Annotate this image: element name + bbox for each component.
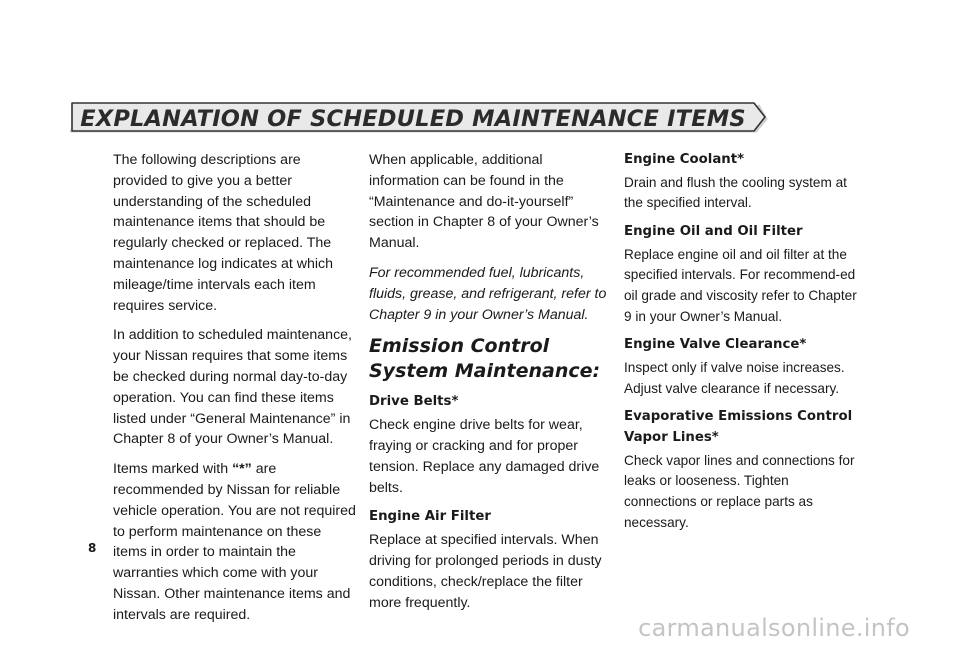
marked-items-text: Items marked with <box>113 461 233 478</box>
air-filter-heading: Engine Air Filter <box>369 509 491 525</box>
evap-text: Check vapor lines and connections for leaks or looseness. Tighten connections or replace parts as necessary. <box>624 452 855 530</box>
intro-paragraph: The following descriptions are provided to give you a better understanding of the scheduled maintenance items that should be regularly checked or replaced. The maintenance log indicates at which mileage/time intervals each item requires service. <box>113 152 334 314</box>
asterisk-marker: “*” <box>232 461 252 478</box>
valve-heading: Engine Valve Clearance* <box>624 337 807 353</box>
watermark: carmanualsonline.info <box>638 614 910 642</box>
oil-text: Replace engine oil and oil filter at the specified intervals. For recommend-ed oil grade and viscosity refer to Chapter 9 in your Owner’s Manual. <box>624 246 857 324</box>
column-intro <box>113 150 358 635</box>
coolant-heading: Engine Coolant* <box>624 152 745 167</box>
banner-title: EXPLANATION OF SCHEDULED MAINTENANCE ITEMS <box>80 106 746 132</box>
column-items <box>624 150 859 541</box>
drive-belts-text: Check engine drive belts for wear, fraying or cracking and for proper tension. Replace any damaged drive belts. <box>369 417 600 496</box>
section-banner <box>68 100 768 138</box>
air-filter-text: Replace at specified intervals. When driving for prolonged periods in dusty conditions, check/replace the filter more frequently. <box>369 532 602 611</box>
drive-belts-heading: Drive Belts* <box>369 394 459 410</box>
coolant-text: Drain and flush the cooling system at the specified interval. <box>624 174 847 211</box>
marked-items-paragraph <box>113 459 358 625</box>
valve-text: Inspect only if valve noise increases. Adjust valve clearance if necessary. <box>624 359 845 396</box>
general-maintenance-paragraph: In addition to scheduled maintenance, your Nissan requires that some items be checked during normal day-to-day operation. You can find these items listed under “General Maintenance” in Chapter 8 of your Owner’s Manual. <box>113 327 352 448</box>
emission-section-heading: Emission Control System Maintenance: <box>369 335 601 383</box>
marked-items-text-rest: are recommended by Nissan for reliable vehicle operation. You are not required to perform maintenance on these items in order to maintain the warranties which come with your Nissan. Other maintenance items and intervals are required. <box>113 461 356 623</box>
column-emission <box>369 150 614 622</box>
additional-info-paragraph: When applicable, additional information can be found in the “Maintenance and do-it-yourself” section in Chapter 8 of your Owner’s Manual. <box>369 152 599 252</box>
evap-heading: Evaporative Emissions Control Vapor Lines* <box>624 409 853 445</box>
oil-heading: Engine Oil and Oil Filter <box>624 223 803 239</box>
page-number: 8 <box>88 541 97 555</box>
fluids-note: For recommended fuel, lubricants, fluids, grease, and refrigerant, refer to Chapter 9 in your Owner’s Manual. <box>369 264 607 323</box>
